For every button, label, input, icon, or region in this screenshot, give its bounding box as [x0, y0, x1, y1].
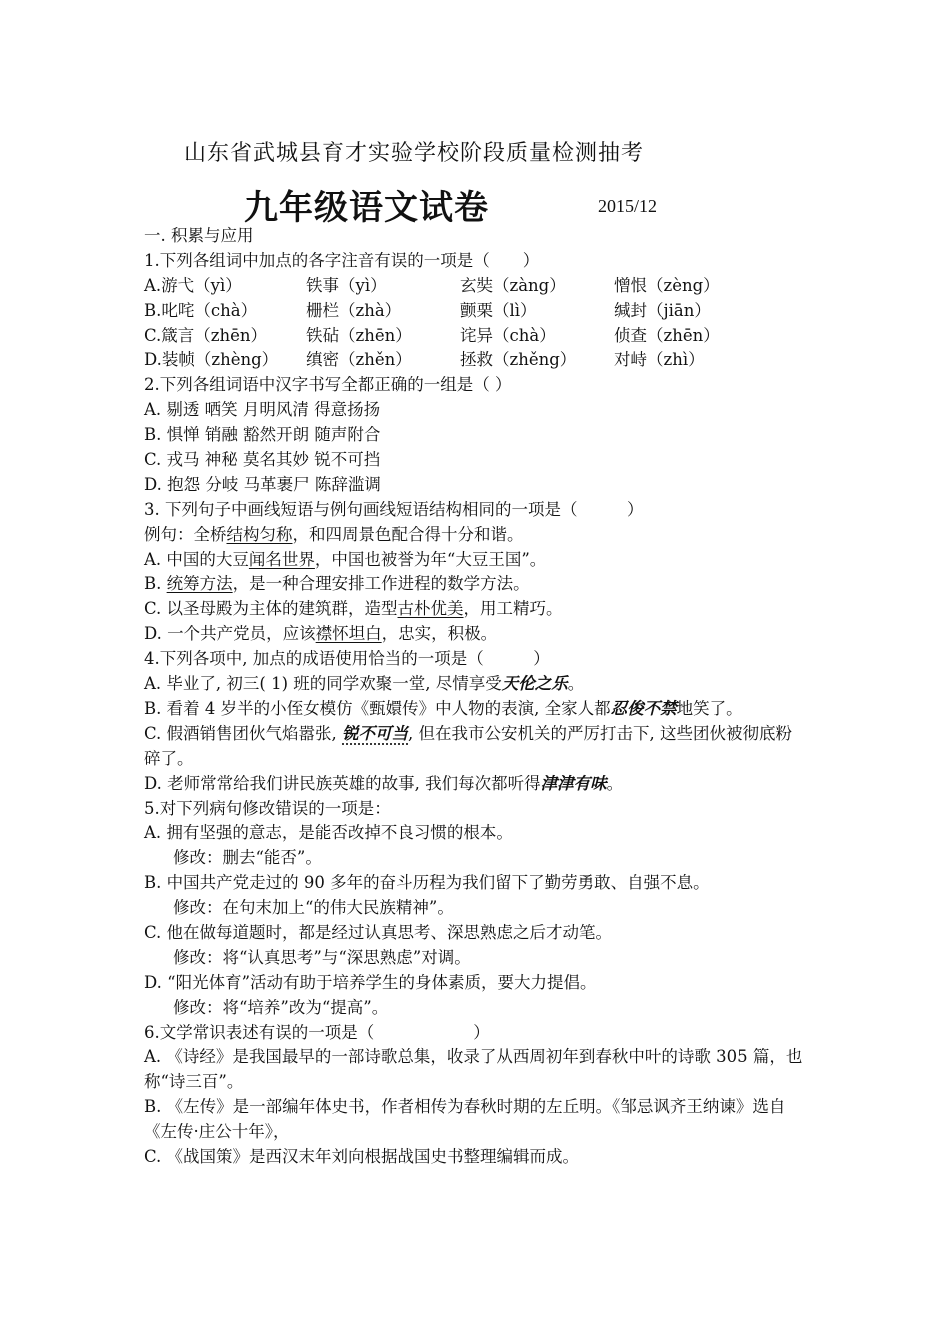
q4-c-pre: C. 假酒销售团伙气焰嚣张,	[144, 723, 343, 743]
q3-option-underlined: 古朴优美	[397, 599, 464, 619]
q4-d-post: 。	[606, 773, 624, 793]
q4-option-b	[144, 697, 808, 722]
q1-cell: B.叱咤（chà）	[144, 300, 258, 320]
q1-cell: 缄封（jiān）	[614, 300, 711, 320]
q3-example-post: ，和四周景色配合得十分和谐。	[292, 524, 524, 544]
q4-b-post: 地笑了。	[676, 698, 743, 718]
q3-option	[144, 622, 808, 647]
q3-option-post: ，忠实，积极。	[381, 624, 498, 644]
exam-title: 九年级语文试卷	[244, 188, 489, 228]
q3-option-pre: C. 以圣母殿为主体的建筑群，造型	[144, 599, 398, 619]
q1-cell: A.游弋（yì）	[144, 275, 242, 295]
q3-example-pre: 例句：全桥	[144, 524, 227, 544]
q3-example-underlined: 结构匀称	[226, 524, 293, 544]
q5-fix: 修改：将“培养”改为“提高”。	[173, 997, 389, 1017]
q5-stem: 5.对下列病句修改错误的一项是：	[144, 798, 391, 818]
q1-cell: 拯救（zhěng）	[460, 350, 577, 370]
q1-cell: 诧异（chà）	[460, 325, 556, 345]
q6-stem: 6.文学常识表述有误的一项是（ ）	[144, 1022, 490, 1042]
q2-option: B. 惧惮 销融 豁然开朗 随声附合	[144, 425, 381, 445]
q5-fix: 修改：删去“能否”。	[173, 848, 322, 868]
title-row	[244, 180, 489, 229]
q2-stem: 2.下列各组词语中汉字书写全都正确的一组是（ ）	[144, 375, 512, 395]
q4-option-a	[144, 672, 808, 697]
q1-cell: 铁砧（zhēn）	[306, 325, 412, 345]
q3-option-post: ，中国也被誉为年“大豆王国”。	[314, 549, 547, 569]
q3-option	[144, 548, 808, 573]
q3-option-post: ，是一种合理安排工作进程的数学方法。	[232, 574, 530, 594]
q6-option-a: A. 《诗经》是我国最早的一部诗歌总集，收录了从西周初年到春秋中叶的诗歌 305 篇，也称“诗三百”。	[144, 1047, 803, 1092]
q1-cell: 憎恨（zèng）	[614, 275, 720, 295]
q2-option: D. 抱怨 分岐 马革裹尸 陈辞滥调	[144, 474, 381, 494]
q5-sentence: B. 中国共产党走过的 90 多年的奋斗历程为我们留下了勤劳勇敢、自强不息。	[144, 873, 710, 893]
q1-cell: D.装帧（zhèng）	[144, 350, 279, 370]
q3-example	[144, 523, 808, 548]
q1-option-row	[144, 324, 808, 349]
q5-sentence: D. “阳光体育”活动有助于培养学生的身体素质，要大力提倡。	[144, 972, 597, 992]
q3-option-underlined: 襟怀坦白	[315, 624, 382, 644]
q4-a-post: 。	[567, 674, 585, 694]
q1-cell: 颤栗（lì）	[460, 300, 537, 320]
q1-stem: 1.下列各组词中加点的各字注音有误的一项是（ ）	[144, 250, 540, 270]
q1-cell: 侦查（zhēn）	[614, 325, 720, 345]
q4-d-idiom: 津津有味	[540, 773, 607, 793]
q5-fix: 修改：在句末加上“的伟大民族精神”。	[173, 898, 454, 918]
q4-a-idiom: 天伦之乐	[501, 674, 568, 694]
q1-cell: 缜密（zhěn）	[306, 350, 412, 370]
q2-option: C. 戎马 神秘 莫名其妙 锐不可挡	[144, 450, 381, 470]
q5-sentence: C. 他在做每道题时，都是经过认真思考、深思熟虑之后才动笔。	[144, 922, 613, 942]
q4-a-pre: A. 毕业了, 初三( 1) 班的同学欢聚一堂, 尽情享受	[144, 674, 502, 694]
q3-option-post: ，用工精巧。	[463, 599, 563, 619]
q4-option-d	[144, 772, 808, 797]
q4-b-pre: B. 看着 4 岁半的小侄女模仿《甄嬛传》中人物的表演, 全家人都	[144, 698, 611, 718]
q5-fix: 修改：将“认真思考”与“深思熟虑”对调。	[173, 947, 471, 967]
q6-option-c: C. 《战国策》是西汉末年刘向根据战国史书整理编辑而成。	[144, 1147, 580, 1167]
q4-stem: 4.下列各项中, 加点的成语使用恰当的一项是（ ）	[144, 649, 550, 669]
q2-option: A. 剔透 哂笑 月明风清 得意扬扬	[144, 400, 381, 420]
q3-option-underlined: 统筹方法	[166, 574, 233, 594]
q4-c-idiom: 锐不可当	[342, 723, 409, 743]
q3-option-pre: B.	[144, 574, 167, 594]
q4-option-c	[144, 722, 808, 772]
exam-content	[144, 224, 808, 1170]
q4-c-post: , 但在我市公安机关的严厉打击下, 这些团伙被彻底粉碎了。	[144, 723, 793, 768]
q1-option-row	[144, 348, 808, 373]
exam-date: 2015/12	[598, 196, 658, 216]
q1-option-row	[144, 274, 808, 299]
q1-option-row	[144, 299, 808, 324]
q1-cell: 对峙（zhì）	[614, 350, 705, 370]
q3-stem: 3. 下列句子中画线短语与例句画线短语结构相同的一项是（ ）	[144, 499, 644, 519]
section-heading: 一. 积累与应用	[144, 226, 254, 245]
q3-option-pre: D. 一个共产党员，应该	[144, 624, 316, 644]
school-line: 山东省武城县育才实验学校阶段质量检测抽考	[184, 141, 645, 166]
q3-option	[144, 597, 808, 622]
q1-cell: 玄奘（zàng）	[460, 275, 566, 295]
q4-d-pre: D. 老师常常给我们讲民族英雄的故事, 我们每次都听得	[144, 773, 541, 793]
q1-cell: C.箴言（zhēn）	[144, 325, 267, 345]
q6-option-b: B. 《左传》是一部编年体史书，作者相传为春秋时期的左丘明。《邹忌讽齐王纳谏》选自《左传·庄公十年》，	[144, 1097, 786, 1142]
q1-cell: 栅栏（zhà）	[306, 300, 402, 320]
q3-option-pre: A. 中国的大豆	[144, 549, 249, 569]
q4-b-idiom: 忍俊不禁	[610, 698, 677, 718]
q3-option-underlined: 闻名世界	[248, 549, 315, 569]
q3-option	[144, 572, 808, 597]
q5-sentence: A. 拥有坚强的意志，是能否改掉不良习惯的根本。	[144, 823, 513, 843]
q1-cell: 铁事（yì）	[306, 275, 387, 295]
